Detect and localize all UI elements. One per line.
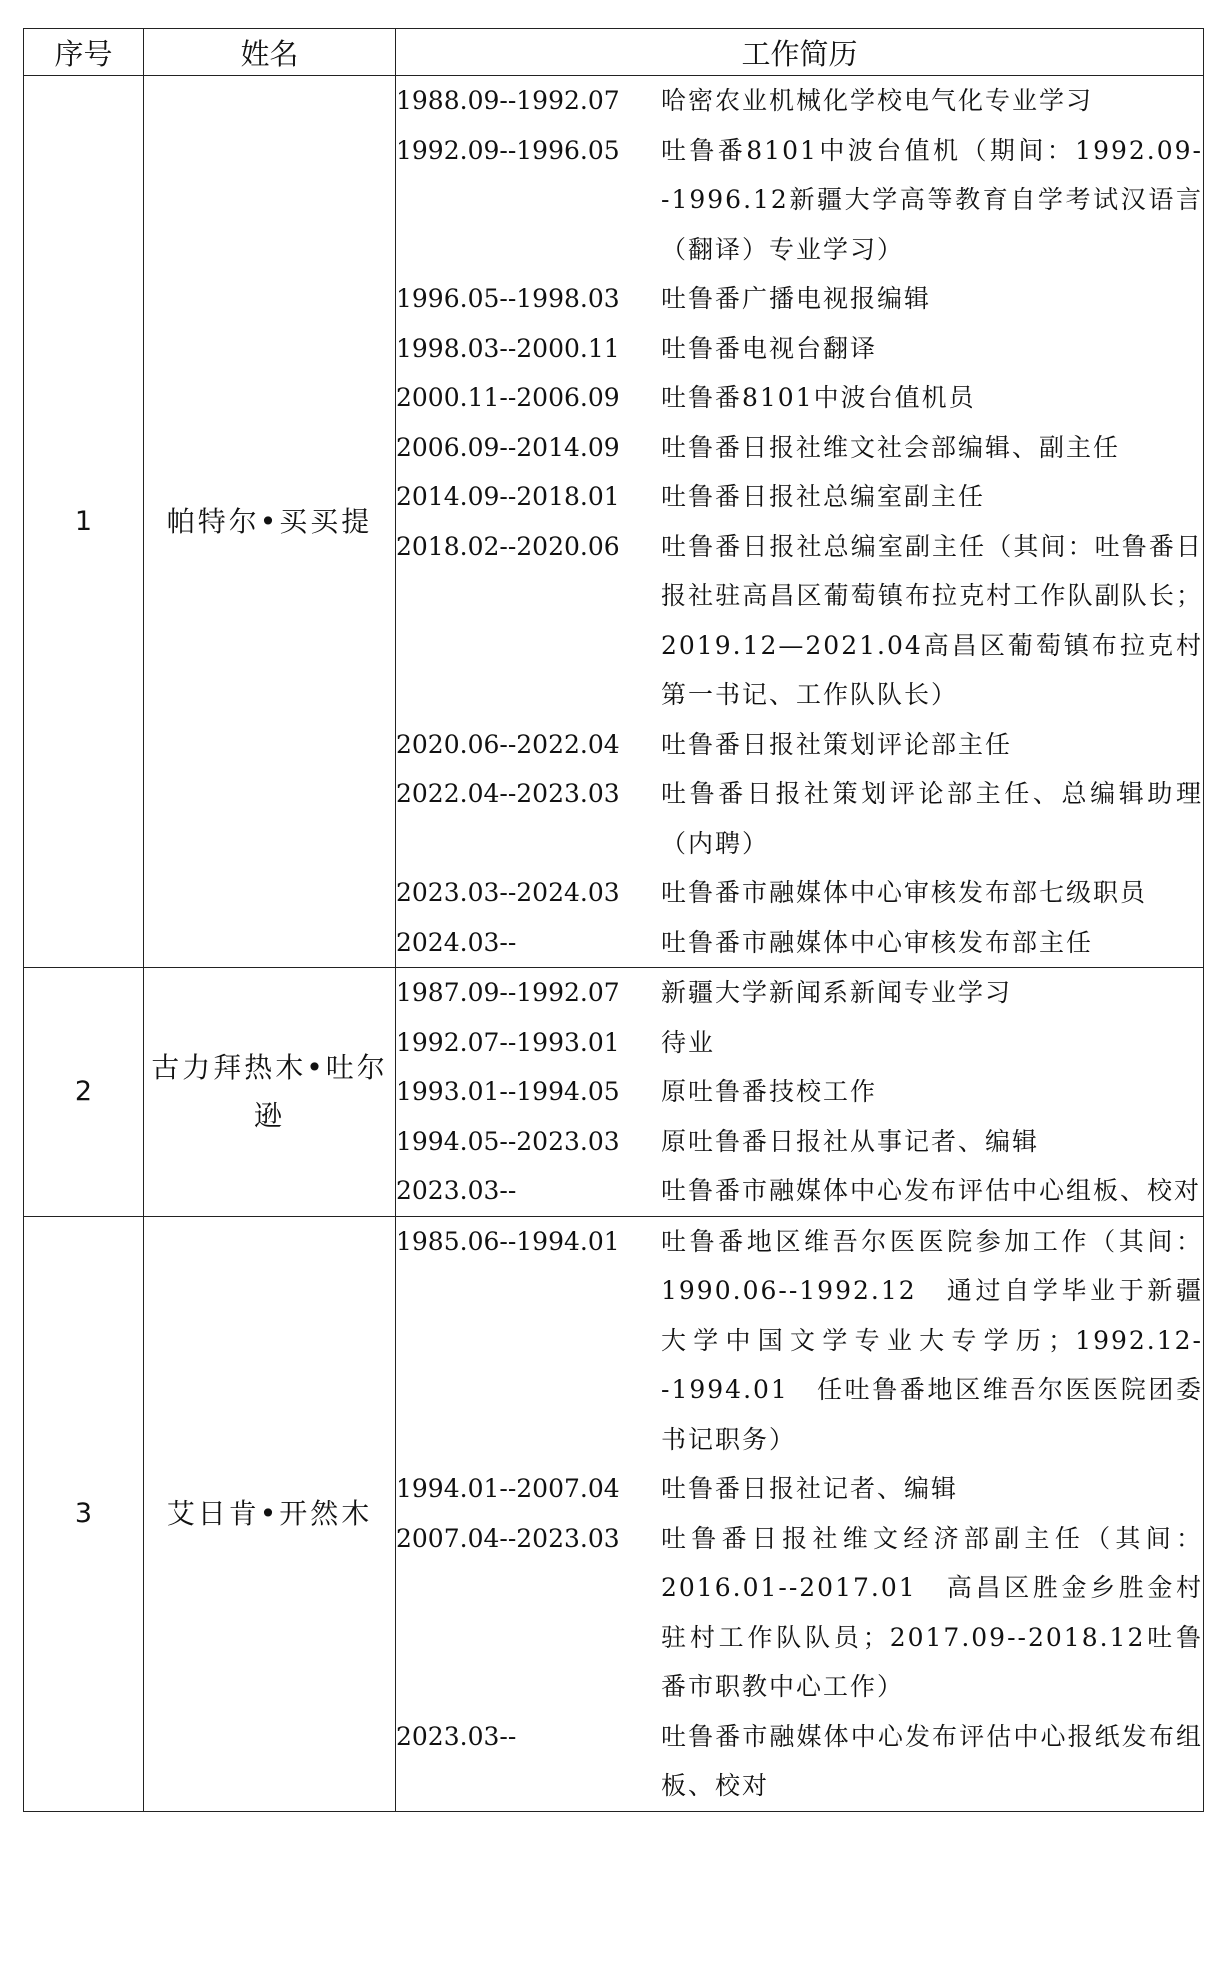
history-period: 1985.06--1994.01 bbox=[396, 1226, 620, 1256]
history-entry bbox=[396, 522, 1203, 720]
history-entry bbox=[396, 968, 1203, 1018]
history-entry bbox=[396, 1018, 1203, 1068]
history-period: 1994.01--2007.04 bbox=[396, 1474, 620, 1503]
history-entry bbox=[396, 472, 1203, 522]
history-entry bbox=[396, 76, 1203, 126]
history-description: 吐鲁番日报社策划评论部主任 bbox=[661, 729, 1013, 759]
history-period: 2007.04--2023.03 bbox=[396, 1523, 620, 1553]
resume-table bbox=[23, 28, 1204, 1812]
history-entry bbox=[396, 1514, 1203, 1712]
history-description: 哈密农业机械化学校电气化专业学习 bbox=[661, 86, 1094, 115]
person-name: 古力拜热木•吐尔逊 bbox=[144, 968, 396, 1217]
history-description: 吐鲁番市融媒体中心审核发布部主任 bbox=[661, 927, 1094, 957]
history-period: 2023.03-- bbox=[396, 1176, 517, 1205]
history-period: 2014.09--2018.01 bbox=[396, 482, 620, 511]
person-index: 3 bbox=[24, 1216, 144, 1811]
history-entry bbox=[396, 918, 1203, 968]
history-description: 新疆大学新闻系新闻专业学习 bbox=[661, 978, 1013, 1007]
history-description: 吐鲁番日报社维文社会部编辑、副主任 bbox=[661, 432, 1121, 462]
history-period: 2022.04--2023.03 bbox=[396, 779, 620, 808]
history-period: 1993.01--1994.05 bbox=[396, 1077, 620, 1106]
history-period: 2018.02--2020.06 bbox=[396, 531, 620, 561]
work-history-cell bbox=[396, 1216, 1204, 1811]
history-entry bbox=[396, 1067, 1203, 1117]
history-description: 吐鲁番日报社维文经济部副主任（其间：2016.01--2017.01 高昌区胜金乡胜金村驻村工作队队员；2017.09--2018.12吐鲁番市职教中心工作） bbox=[661, 1523, 1203, 1701]
history-entry bbox=[396, 1464, 1203, 1514]
person-index: 2 bbox=[24, 968, 144, 1217]
history-entry bbox=[396, 423, 1203, 473]
history-description: 吐鲁番市融媒体中心审核发布部七级职员 bbox=[661, 878, 1148, 907]
history-description: 吐鲁番日报社记者、编辑 bbox=[661, 1474, 959, 1503]
history-period: 2024.03-- bbox=[396, 927, 517, 957]
history-period: 2006.09--2014.09 bbox=[396, 432, 620, 462]
history-entry bbox=[396, 1712, 1203, 1811]
history-entry bbox=[396, 1117, 1203, 1167]
history-entry bbox=[396, 769, 1203, 868]
header-name: 姓名 bbox=[144, 29, 396, 76]
history-period: 2000.11--2006.09 bbox=[396, 383, 620, 412]
history-entry bbox=[396, 868, 1203, 918]
history-period: 1992.07--1993.01 bbox=[396, 1027, 620, 1057]
header-index: 序号 bbox=[24, 29, 144, 76]
history-entry bbox=[396, 126, 1203, 275]
history-period: 1987.09--1992.07 bbox=[396, 978, 620, 1007]
person-name: 艾日肯•开然木 bbox=[144, 1216, 396, 1811]
history-description: 吐鲁番日报社策划评论部主任、总编辑助理（内聘） bbox=[661, 779, 1203, 858]
person-row bbox=[24, 76, 1204, 968]
history-entry bbox=[396, 1217, 1203, 1465]
history-period: 1988.09--1992.07 bbox=[396, 86, 620, 115]
history-period: 1992.09--1996.05 bbox=[396, 135, 620, 165]
history-period: 2020.06--2022.04 bbox=[396, 729, 620, 759]
history-description: 吐鲁番日报社总编室副主任（其间：吐鲁番日报社驻高昌区葡萄镇布拉克村工作队副队长；2019.12—2021.04高昌区葡萄镇布拉克村第一书记、工作队队长） bbox=[661, 531, 1203, 709]
history-description: 吐鲁番地区维吾尔医医院参加工作（其间：1990.06--1992.12 通过自学毕业于新疆大学中国文学专业大专学历；1992.12--1994.01 任吐鲁番地区维吾尔医医院团委书记职务） bbox=[661, 1226, 1203, 1454]
history-description: 吐鲁番市融媒体中心发布评估中心报纸发布组板、校对 bbox=[661, 1721, 1203, 1800]
history-description: 吐鲁番8101中波台值机员 bbox=[661, 383, 976, 412]
history-period: 2023.03-- bbox=[396, 1721, 517, 1751]
history-entry bbox=[396, 720, 1203, 770]
history-description: 原吐鲁番技校工作 bbox=[661, 1077, 878, 1106]
history-description: 吐鲁番日报社总编室副主任 bbox=[661, 482, 986, 511]
history-period: 1998.03--2000.11 bbox=[396, 333, 620, 363]
header-history: 工作简历 bbox=[396, 29, 1204, 76]
person-row bbox=[24, 1216, 1204, 1811]
history-description: 待业 bbox=[661, 1027, 716, 1057]
history-description: 吐鲁番8101中波台值机（期间：1992.09--1996.12新疆大学高等教育自学考试汉语言（翻译）专业学习） bbox=[661, 135, 1203, 264]
header-row bbox=[24, 29, 1204, 76]
person-row bbox=[24, 968, 1204, 1217]
history-entry bbox=[396, 274, 1203, 324]
history-period: 1994.05--2023.03 bbox=[396, 1126, 620, 1156]
history-entry bbox=[396, 1166, 1203, 1216]
work-history-cell bbox=[396, 76, 1204, 968]
history-period: 2023.03--2024.03 bbox=[396, 878, 620, 907]
history-description: 吐鲁番市融媒体中心发布评估中心组板、校对 bbox=[661, 1176, 1202, 1205]
work-history-cell bbox=[396, 968, 1204, 1217]
history-description: 原吐鲁番日报社从事记者、编辑 bbox=[661, 1126, 1040, 1156]
history-period: 1996.05--1998.03 bbox=[396, 284, 620, 313]
history-entry bbox=[396, 324, 1203, 374]
history-description: 吐鲁番广播电视报编辑 bbox=[661, 284, 932, 313]
person-name: 帕特尔•买买提 bbox=[144, 76, 396, 968]
history-description: 吐鲁番电视台翻译 bbox=[661, 333, 878, 363]
history-entry bbox=[396, 373, 1203, 423]
person-index: 1 bbox=[24, 76, 144, 968]
